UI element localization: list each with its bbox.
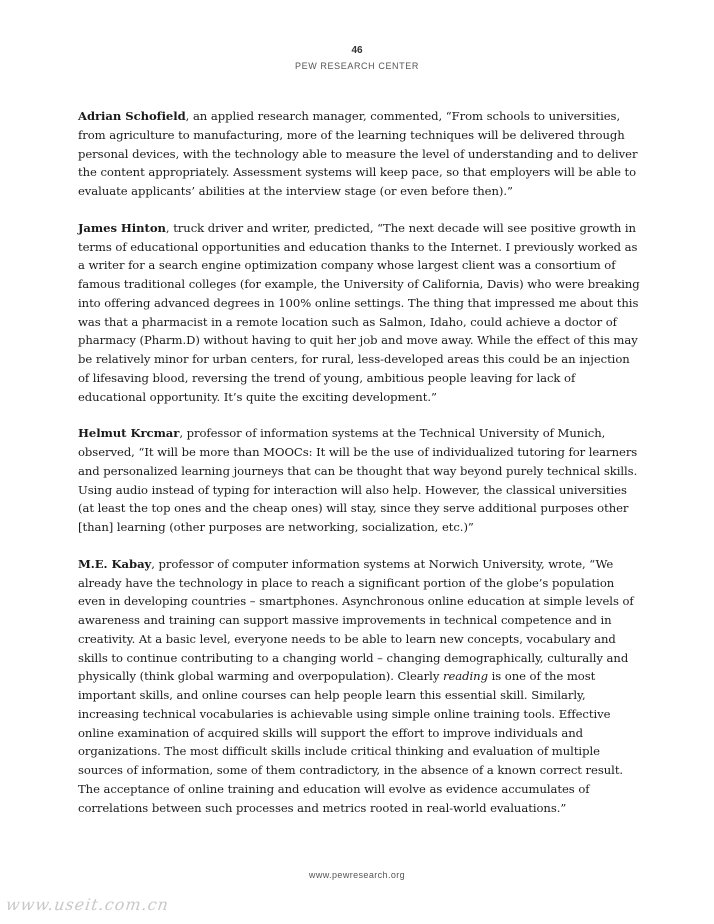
paragraph-text: , professor of information systems at the Technical University of Munich, observed, “It will be more than MOOCs: It will be the use of individualized tutoring for learners and personalized learning journeys that can be thought that way beyond purely technical skills. Using audio instead of typing for interaction will also help. However, the classical universities (at least the top ones and the cheap ones) will stay, since they serve additional purposes other [than] learning (other purposes are networking, socialization, etc.)” (78, 426, 638, 534)
paragraph-schofield (78, 107, 640, 201)
paragraph-text-continued: is one of the most important skills, and online courses can help people learn this essential skill. Similarly, increasing technical vocabularies is achievable using simple online training tools. Effective online examination of acquired skills will support the effort to improve individuals and organizations. The most difficult skills include critical thinking and evaluation of multiple sources of information, some of them contradictory, in the absence of a known correct result. The acceptance of online training and education will evolve as evidence accumulates of correlations between such processes and metrics rooted in real-world evaluations.” (78, 669, 624, 815)
paragraph-kabay (78, 555, 640, 818)
paragraph-text: , truck driver and writer, predicted, “The next decade will see positive growth in terms of educational opportunities and education thanks to the Internet. I previously worked as a writer for a search engine optimization company whose largest client was a consortium of famous traditional colleges (for example, the University of California, Davis) who were breaking into offering advanced degrees in 100% online settings. The thing that impressed me about this was that a pharmacist in a remote location such as Salmon, Idaho, could achieve a doctor of pharmacy (Pharm.D) without having to quit her job and move away. While the effect of this may be relatively minor for urban centers, for rural, less-developed areas this could be an injection of lifesaving blood, reversing the trend of young, ambitious people leaving for lack of educational opportunity. It’s quite the exciting development.” (78, 220, 640, 404)
paragraph-text: , professor of computer information systems at Norwich University, wrote, “We already have the technology in place to reach a significant portion of the globe’s population even in developing countries – smartphones. Asynchronous online education at simple levels of awareness and training can support massive improvements in technical competence and in creativity. At a basic level, everyone needs to be able to learn new concepts, vocabulary and skills to continue contributing to a changing world – changing demographically, culturally and physically (think global warming and overpopulation). Clearly (78, 556, 634, 684)
paragraph-text: , an applied research manager, commented, “From schools to universities, from agriculture to manufacturing, more of the learning techniques will be delivered through personal devices, with the technology able to measure the level of understanding and to deliver the content appropriately. Assessment systems will keep pace, so that employers will be able to evaluate applicants’ abilities at the interview stage (or even before then).” (78, 109, 638, 198)
speaker-name: James Hinton (78, 220, 166, 235)
paragraph-hinton (78, 219, 640, 407)
footer-url: www.pewresearch.org (308, 870, 406, 880)
watermark: www.useit.com.cn (4, 895, 171, 914)
organization-name: PEW RESEARCH CENTER (295, 61, 419, 71)
document-body (78, 107, 640, 835)
page-number: 46 (351, 45, 363, 56)
emphasized-word: reading (442, 669, 488, 684)
paragraph-krcmar (78, 424, 640, 537)
page-header (0, 44, 714, 73)
speaker-name: Adrian Schofield (78, 109, 186, 123)
speaker-name: M.E. Kabay (78, 556, 152, 571)
speaker-name: Helmut Krcmar (78, 426, 180, 441)
